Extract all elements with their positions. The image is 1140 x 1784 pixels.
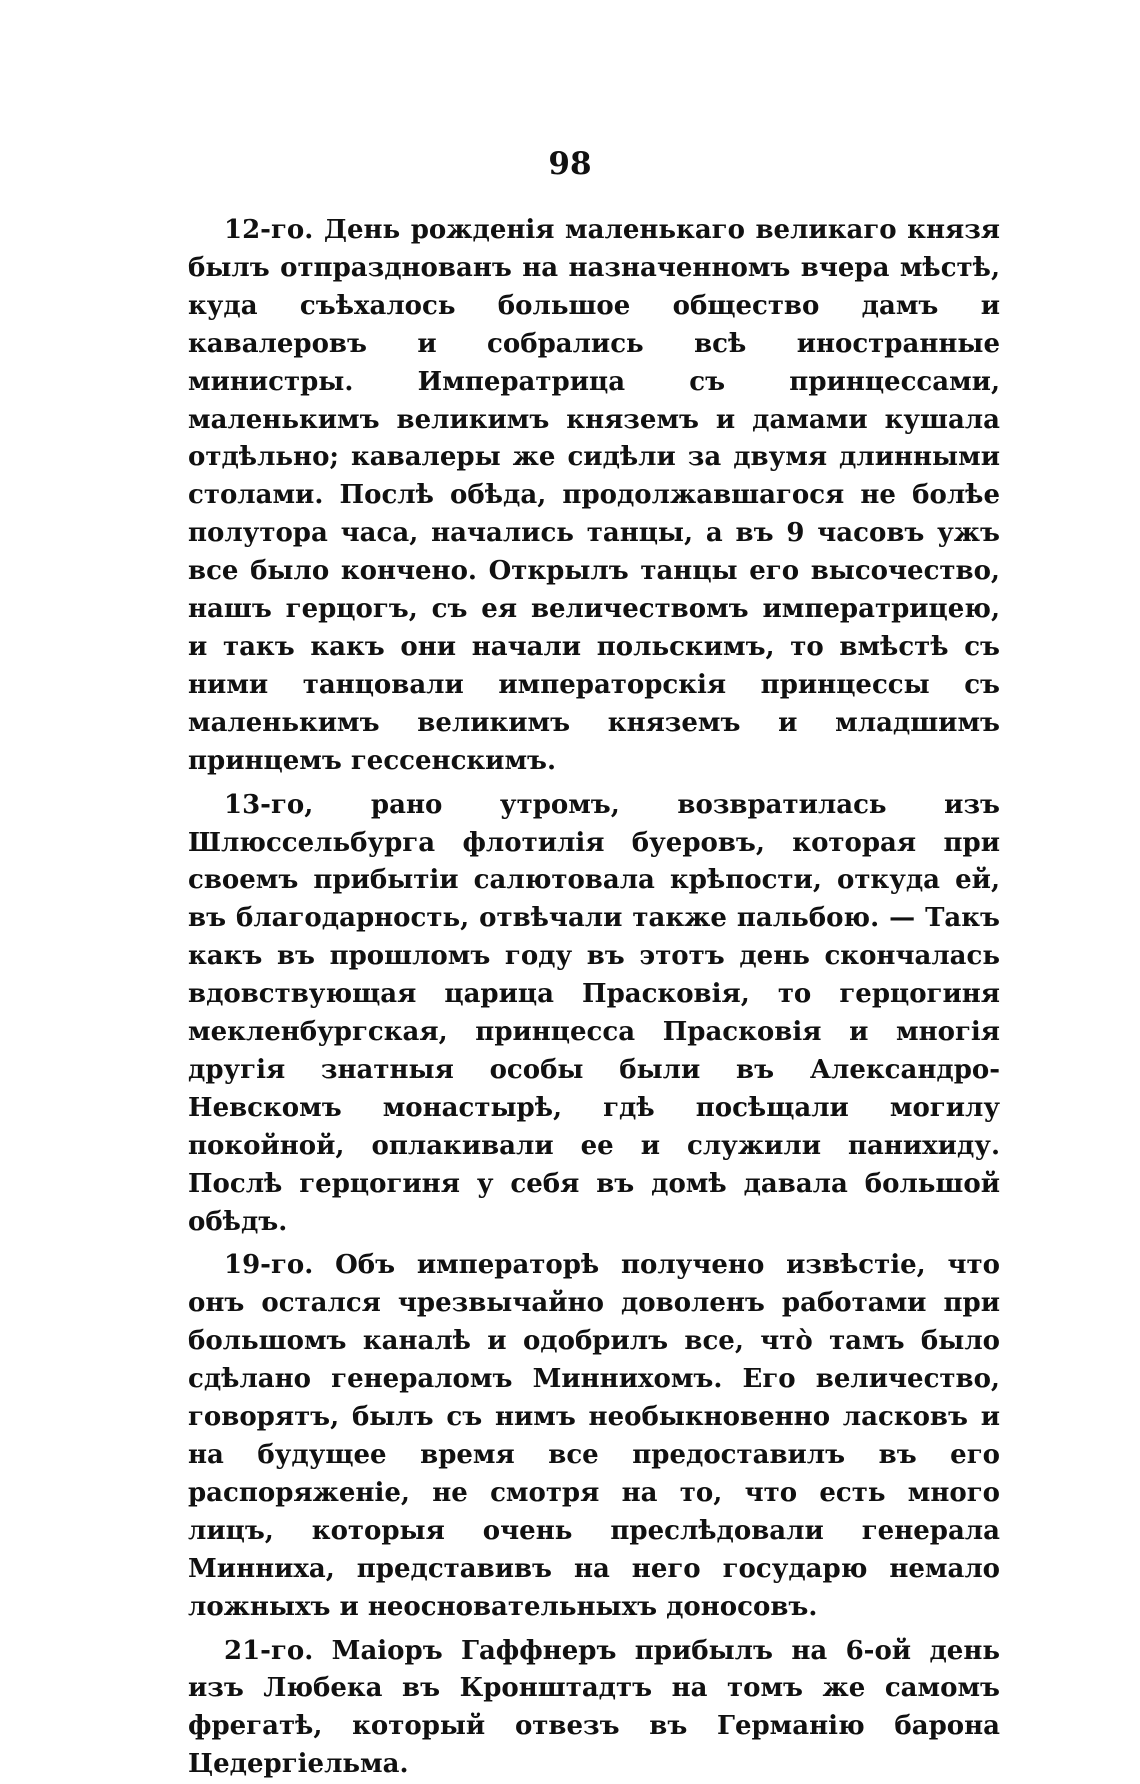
paragraph-21: 21-го. Маіоръ Гаффнеръ прибылъ на 6-ой день изъ Любека въ Кронштадтъ на томъ же самомъ фрегатѣ, который отвезъ въ Германію барона Цедергіельма.	[188, 1635, 1000, 1780]
page-body	[188, 212, 1000, 1784]
page-number: 98	[548, 146, 592, 182]
paragraph-13: 13-го, рано утромъ, возвратилась изъ Шлюссельбурга флотилія буеровъ, которая при своемъ прибытіи салютовала крѣпости, откуда ей, въ благодарность, отвѣчали также пальбою. — Такъ какъ въ прошломъ году въ этотъ день скончалась вдовствующая царица Прасковія, то герцогиня мекленбургская, принцесса Прасковія и многія другія знатныя особы были въ Александро-Невскомъ монастырѣ, гдѣ посѣщали могилу покойной, оплакивали ее и служили панихиду. Послѣ герцогиня у себя въ домѣ давала большой обѣдъ.	[188, 789, 1000, 1237]
paragraph-19: 19-го. Объ императорѣ получено извѣстіе, что онъ остался чрезвычайно доволенъ работами при большомъ каналѣ и одобрилъ все, чтò тамъ было сдѣлано генераломъ Миннихомъ. Его величество, говорятъ, былъ съ нимъ необыкновенно ласковъ и на будущее время все предоставилъ въ его распоряженіе, не смотря на то, что есть много лицъ, которыя очень преслѣдовали генерала Минниха, представивъ на него государю немало ложныхъ и неосновательныхъ доносовъ.	[188, 1250, 1000, 1622]
paragraph-12: 12-го. День рожденія маленькаго великаго князя былъ отпразднованъ на назначенномъ вчера мѣстѣ, куда съѣхалось большое общество дамъ и кавалеровъ и собрались всѣ иностранные министры. Императрица съ принцессами, маленькимъ великимъ княземъ и дамами кушала отдѣльно; кавалеры же сидѣли за двумя длинными столами. Послѣ обѣда, продолжавшагося не болѣе полутора часа, начались танцы, а въ 9 часовъ ужъ все было кончено. Открылъ танцы его высочество, нашъ герцогъ, съ ея величествомъ императрицею, и такъ какъ они начали польскимъ, то вмѣстѣ съ ними танцовали императорскія принцессы съ маленькимъ великимъ княземъ и младшимъ принцемъ гессенскимъ.	[188, 215, 1000, 776]
